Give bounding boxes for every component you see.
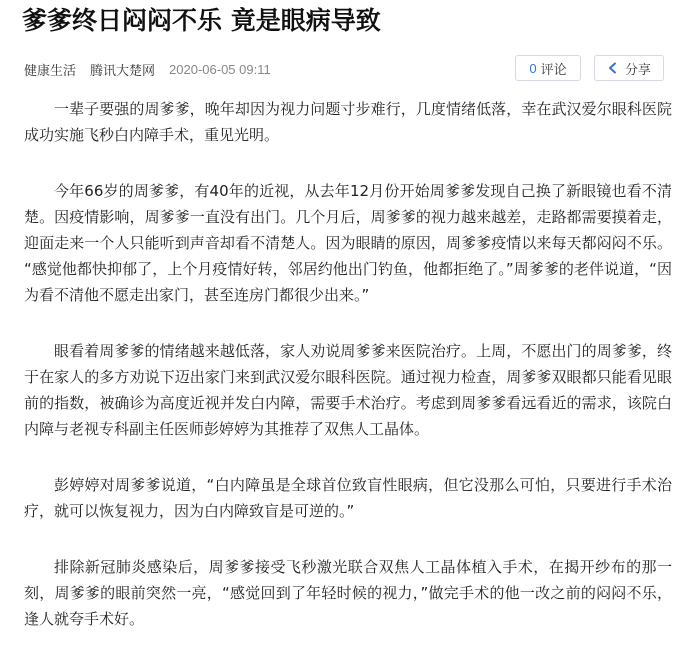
paragraph: 彭婷婷对周爹爹说道，“白内障虽是全球首位致盲性眼病，但它没那么可怕，只要进行手术治疗，就可以恢复视力，因为白内障致盲是可逆的。” bbox=[24, 476, 672, 520]
comment-count: 0 bbox=[529, 60, 537, 76]
share-icon bbox=[607, 62, 619, 74]
article-title: 爹爹终日闷闷不乐 竟是眼病导致 bbox=[22, 6, 381, 35]
share-label: 分享 bbox=[624, 62, 651, 78]
publish-time: 2020-06-05 09:11 bbox=[169, 61, 271, 77]
article-meta bbox=[24, 59, 271, 79]
comment-label: 评论 bbox=[540, 62, 567, 78]
share-button[interactable] bbox=[594, 55, 664, 81]
source-link[interactable]: 腾讯大楚网 bbox=[90, 63, 156, 79]
paragraph: 一辈子要强的周爹爹，晚年却因为视力问题寸步难行，几度情绪低落，幸在武汉爱尔眼科医院成功实施飞秒白内障手术，重见光明。 bbox=[24, 100, 672, 144]
paragraph: 眼看着周爹爹的情绪越来越低落，家人劝说周爹爹来医院治疗。上周，不愿出门的周爹爹，终于在家人的多方劝说下迈出家门来到武汉爱尔眼科医院。通过视力检查，周爹爹双眼都只能看见眼前的指数，被确诊为高度近视并发白内障，需要手术治疗。考虑到周爹爹看远看近的需求，该院白内障与老视专科副主任医师彭婷婷为其推荐了双焦人工晶体。 bbox=[24, 342, 672, 438]
paragraph: 今年66岁的周爹爹，有40年的近视，从去年12月份开始周爹爹发现自己换了新眼镜也看不清楚。因疫情影响，周爹爹一直没有出门。几个月后，周爹爹的视力越来越差，走路都需要摸着走，迎面走来一个人只能听到声音却看不清楚人。因为眼睛的原因，周爹爹疫情以来每天都闷闷不乐。 “感觉他都快抑郁了，上个月疫情好转，邻居约他出门钓鱼，他都拒绝了。”周爹爹的老伴说道，“因为看不清他不愿走出家门，甚至连房门都很少出来。” bbox=[24, 182, 672, 304]
comment-button[interactable] bbox=[515, 55, 581, 81]
article-body bbox=[24, 96, 672, 662]
category-link[interactable]: 健康生活 bbox=[24, 63, 77, 79]
paragraph: 排除新冠肺炎感染后，周爹爹接受飞秒激光联合双焦人工晶体植入手术，在揭开纱布的那一刻，周爹爹的眼前突然一亮，“感觉回到了年轻时候的视力，”做完手术的他一改之前的闷闷不乐，逢人就夸手术好。 bbox=[24, 558, 672, 628]
